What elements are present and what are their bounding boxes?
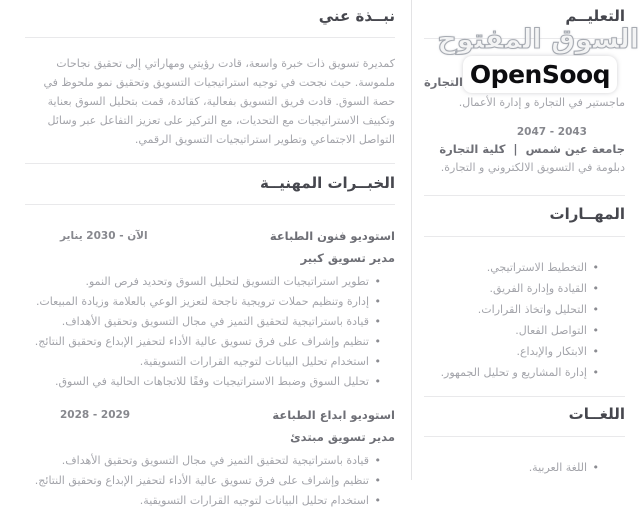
- about-title: نبــذة عني: [25, 6, 395, 38]
- job-header: [25, 229, 395, 244]
- education-school-partial: التجارة: [424, 75, 463, 89]
- opensooq-badge-label: OpenSooq: [469, 60, 611, 89]
- job-bullet: • إدارة وتنظيم حملات ترويجية ناجحة لتعزيز الوعي بالعلامة وزيادة المبيعات.: [25, 292, 395, 312]
- languages-list: [424, 457, 625, 478]
- experience-section: [25, 173, 395, 511]
- job-bullet-list: [25, 272, 395, 392]
- job-bullet: • قيادة باستراتيجية لتحقيق التميز في مجال التسويق وتحقيق الأهداف.: [25, 451, 395, 471]
- education-degree: ماجستير في التجارة و إدارة الأعمال.: [458, 96, 625, 109]
- job-company: استوديو فنون الطباعة: [269, 229, 395, 243]
- job-dates: يناير‎ 2030 - الآن: [60, 230, 148, 242]
- skill-item: • التخطيط الاستراتيجي.: [424, 257, 625, 278]
- about-section: [25, 6, 395, 164]
- education-dates: 2047 - 2043: [516, 126, 587, 138]
- skills-title: المهــارات: [424, 204, 625, 237]
- job-role: مدير تسويق مبتدئ: [290, 430, 395, 444]
- experience-title: الخبــرات المهنيــة: [25, 173, 395, 205]
- skill-item: • القيادة وإدارة الفريق.: [424, 278, 625, 299]
- skill-item: • التحليل واتخاذ القرارات.: [424, 299, 625, 320]
- column-divider: [411, 0, 412, 480]
- language-item: • اللغة العربية.: [424, 457, 625, 478]
- job-bullet: • تنظيم وإشراف على فرق تسويق عالية الأداء لتحفيز الإبداع وتحقيق النتائج.: [25, 471, 395, 491]
- opensooq-arabic-logo-watermark: السوق المفتوح: [437, 24, 639, 55]
- skills-list: [424, 257, 625, 383]
- job-header: [25, 408, 395, 423]
- job-bullet: • تحليل السوق وضبط الاستراتيجيات وفقًا للاتجاهات الحالية في السوق.: [25, 372, 395, 392]
- languages-title: اللغــات: [424, 404, 625, 437]
- education-school: جامعة عين شمس | كلية التجارة: [439, 142, 625, 156]
- education-title: التعليــم: [424, 6, 625, 39]
- job-bullet: • تنظيم وإشراف على فرق تسويق عالية الأداء لتحفيز الإبداع وتحقيق النتائج.: [25, 332, 395, 352]
- about-paragraph: كمديرة تسويق ذات خبرة واسعة، قادت رؤيتي ومهاراتي إلى تحقيق نجاحات ملموسة. حيث نجحت في توجيه استراتيجيات التسويق وتحقيق نمو ملحوظ في حصة السوق. قادت فريق التسويق بفعالية، كقائدة، قمت بتحليل السوق بعناية وتكييف الاستراتيجيات مع التحديات، مع التركيز على تعزيز التفاعل عبر وسائل التواصل الاجتماعي وتطوير استراتيجيات التسويق الرقمي.: [43, 57, 395, 146]
- job-bullet-list: [25, 451, 395, 511]
- skill-item: • الابتكار والإبداع.: [424, 341, 625, 362]
- job-entry: [25, 408, 395, 511]
- job-bullet: • قيادة باستراتيجية لتحقيق التميز في مجال التسويق وتحقيق الأهداف.: [25, 312, 395, 332]
- opensooq-badge-watermark: [463, 56, 617, 93]
- education-degree: دبلومة في التسويق الالكتروني و التجارة.: [440, 161, 625, 174]
- job-entry: [25, 229, 395, 392]
- job-bullet: • تطوير استراتيجيات التسويق لتحليل السوق وتحديد فرص النمو.: [25, 272, 395, 292]
- job-role: مدير تسويق كبير: [300, 251, 395, 265]
- education-entry: [424, 126, 625, 175]
- skill-item: • إدارة المشاريع و تحليل الجمهور.: [424, 362, 625, 383]
- job-dates: 2028 - 2029: [60, 409, 131, 421]
- skills-section: [424, 204, 625, 397]
- languages-section: [424, 404, 625, 478]
- job-company: استوديو ابداع الطباعة: [272, 408, 395, 422]
- skill-item: • التواصل الفعال.: [424, 320, 625, 341]
- job-bullet: • استخدام تحليل البيانات لتوجيه القرارات التسويقية.: [25, 491, 395, 511]
- job-bullet: • استخدام تحليل البيانات لتوجيه القرارات التسويقية.: [25, 352, 395, 372]
